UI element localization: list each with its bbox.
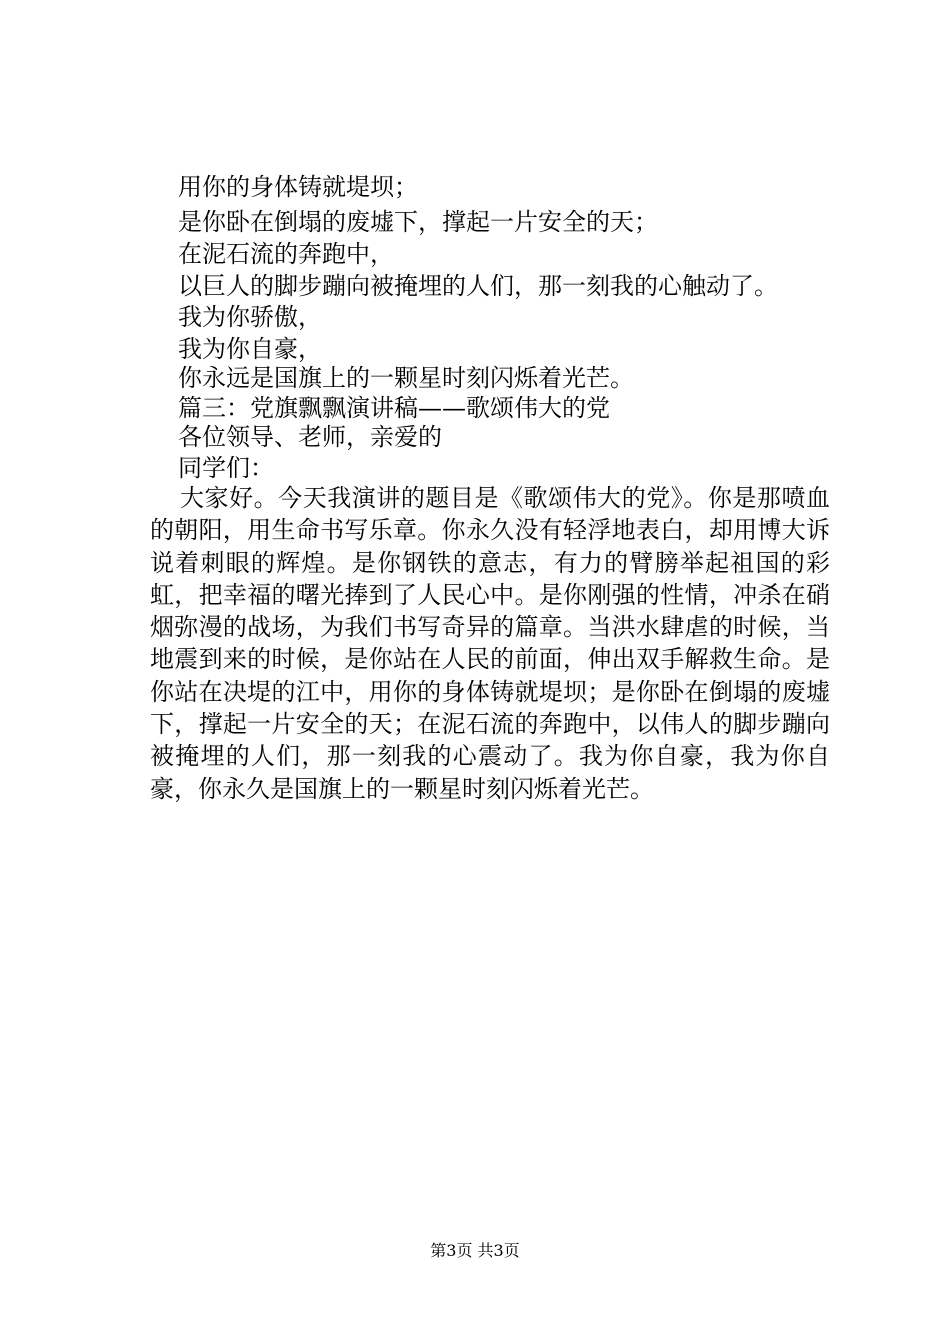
poem-line-5: 我为你骄傲，: [178, 303, 322, 331]
salutation-line-1: 各位领导、老师，亲爱的: [178, 423, 442, 451]
salutation-line-2: 同学们：: [178, 454, 274, 482]
poem-line-3: 在泥石流的奔跑中，: [178, 240, 394, 268]
poem-line-4: 以巨人的脚步蹦向被掩埋的人们，那一刻我的心触动了。: [178, 272, 778, 300]
poem-line-7: 你永远是国旗上的一颗星时刻闪烁着光芒。: [178, 364, 634, 392]
section-title: 篇三：党旗飘飘演讲稿——歌颂伟大的党: [178, 394, 610, 422]
poem-line-1: 用你的身体铸就堤坝；: [178, 173, 418, 201]
body-paragraph: 大家好。今天我演讲的题目是《歌颂伟大的党》。你是那喷血的朝阳，用生命书写乐章。你永久没有轻浮地表白，却用博大诉说着刺眼的辉煌。是你钢铁的意志，有力的臂膀举起祖国的彩虹，把幸福的曙光捧到了人民心中。是你刚强的性情，冲杀在硝烟弥漫的战场，为我们书写奇异的篇章。当洪水肆虐的时候，当地震到来的时候，是你站在人民的前面，伸出双手解救生命。是你站在决堤的江中，用你的身体铸就堤坝；是你卧在倒塌的废墟下，撑起一片安全的天；在泥石流的奔跑中，以伟人的脚步蹦向被掩埋的人们，那一刻我的心震动了。我为你自豪，我为你自豪，你永久是国旗上的一颗星时刻闪烁着光芒。: [150, 484, 830, 803]
poem-line-2: 是你卧在倒塌的废墟下，撑起一片安全的天；: [178, 208, 658, 236]
poem-line-6: 我为你自豪，: [178, 335, 322, 363]
page-footer: 第3页 共3页: [430, 1241, 520, 1260]
